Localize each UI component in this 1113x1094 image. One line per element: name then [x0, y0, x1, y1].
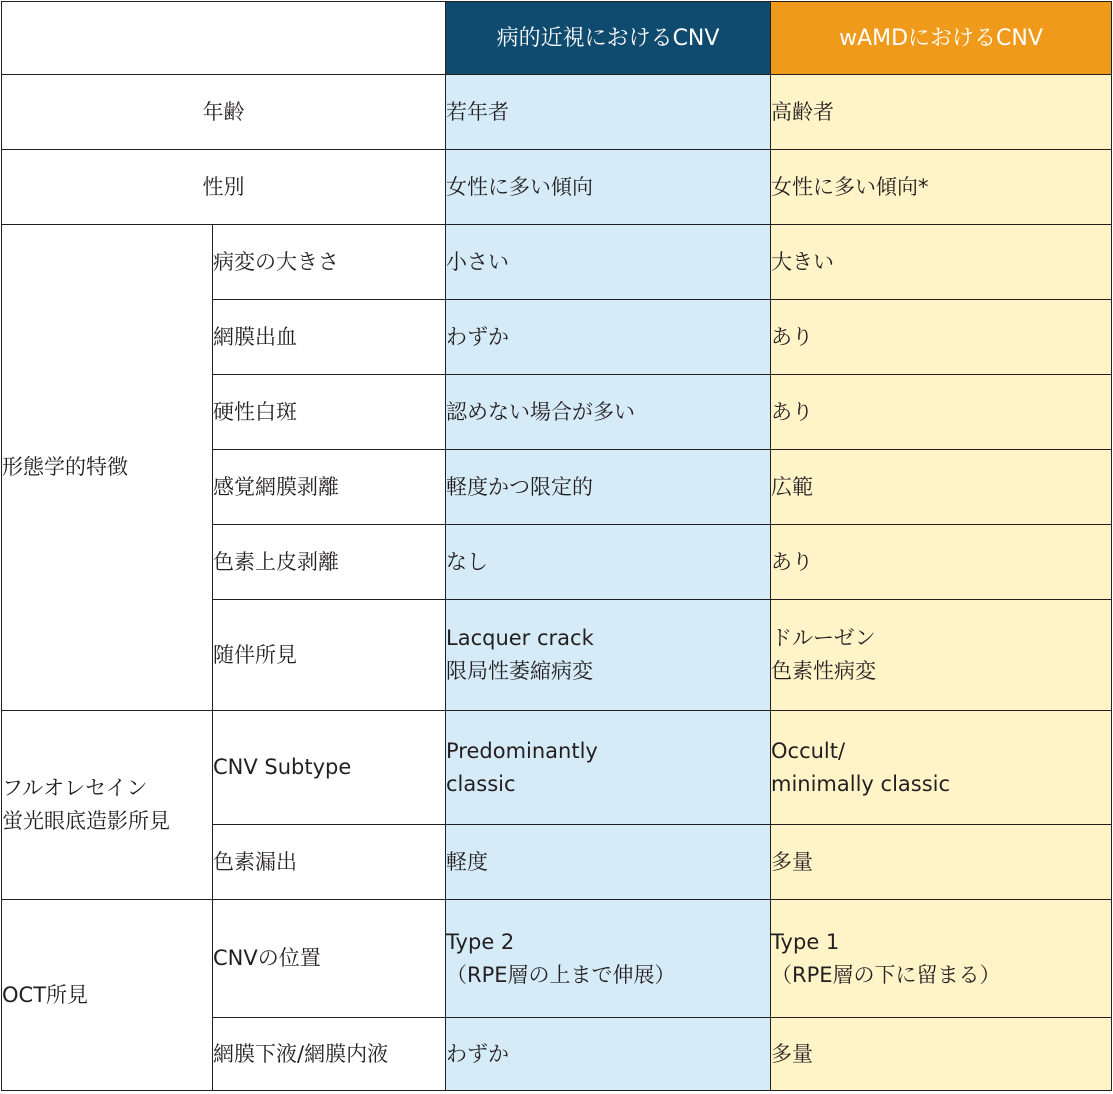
cell-wamd-age: 高齢者 — [771, 75, 1112, 150]
cell-wamd-lesion-size: 大きい — [771, 225, 1112, 300]
cell-myopia-associated-findings: Lacquer crack 限局性萎縮病変 — [446, 600, 771, 711]
cell-myopia-hard-exudate: 認めない場合が多い — [446, 375, 771, 450]
cell-wamd-cnv-subtype: Occult/ minimally classic — [771, 711, 1112, 825]
row-label-serous-detachment: 感覚網膜剥離 — [213, 450, 446, 525]
cell-wamd-sex: 女性に多い傾向* — [771, 150, 1112, 225]
row-label-lesion-size: 病変の大きさ — [213, 225, 446, 300]
row-label-hard-exudate: 硬性白斑 — [213, 375, 446, 450]
row-label-age: 年齢 — [2, 75, 446, 150]
cell-myopia-lesion-size: 小さい — [446, 225, 771, 300]
row-label-subretinal-fluid: 網膜下液/網膜内液 — [213, 1018, 446, 1091]
row-cnv-location — [2, 900, 1112, 1018]
header-row — [2, 2, 1112, 75]
cell-myopia-cnv-location: Type 2 （RPE層の上まで伸展） — [446, 900, 771, 1018]
cell-wamd-hard-exudate: あり — [771, 375, 1112, 450]
cell-myopia-subretinal-fluid: わずか — [446, 1018, 771, 1091]
cell-myopia-age: 若年者 — [446, 75, 771, 150]
group-label-oct: OCT所見 — [2, 900, 213, 1091]
cell-wamd-cnv-location: Type 1 （RPE層の下に留まる） — [771, 900, 1112, 1018]
row-sex — [2, 150, 1112, 225]
cell-wamd-associated-findings: ドルーゼン 色素性病変 — [771, 600, 1112, 711]
cell-myopia-ped: なし — [446, 525, 771, 600]
row-label-cnv-subtype: CNV Subtype — [213, 711, 446, 825]
cell-wamd-ped: あり — [771, 525, 1112, 600]
cell-myopia-cnv-subtype: Predominantly classic — [446, 711, 771, 825]
cell-myopia-dye-leakage: 軽度 — [446, 825, 771, 900]
cell-myopia-serous-detachment: 軽度かつ限定的 — [446, 450, 771, 525]
row-lesion-size — [2, 225, 1112, 300]
row-age — [2, 75, 1112, 150]
cell-myopia-sex: 女性に多い傾向 — [446, 150, 771, 225]
cell-wamd-dye-leakage: 多量 — [771, 825, 1112, 900]
row-cnv-subtype — [2, 711, 1112, 825]
row-label-ped: 色素上皮剥離 — [213, 525, 446, 600]
cell-myopia-retinal-hemorrhage: わずか — [446, 300, 771, 375]
group-label-fluorescein-angiography: フルオレセイン 蛍光眼底造影所見 — [2, 711, 213, 900]
header-corner — [2, 2, 446, 75]
row-label-retinal-hemorrhage: 網膜出血 — [213, 300, 446, 375]
row-label-associated-findings: 随伴所見 — [213, 600, 446, 711]
row-label-cnv-location: CNVの位置 — [213, 900, 446, 1018]
cell-wamd-retinal-hemorrhage: あり — [771, 300, 1112, 375]
row-label-dye-leakage: 色素漏出 — [213, 825, 446, 900]
group-label-morphology: 形態学的特徴 — [2, 225, 213, 711]
header-wamd-cnv: wAMDにおけるCNV — [771, 2, 1112, 75]
header-myopia-cnv: 病的近視におけるCNV — [446, 2, 771, 75]
comparison-table — [1, 1, 1112, 1091]
row-label-sex: 性別 — [2, 150, 446, 225]
cell-wamd-serous-detachment: 広範 — [771, 450, 1112, 525]
cell-wamd-subretinal-fluid: 多量 — [771, 1018, 1112, 1091]
